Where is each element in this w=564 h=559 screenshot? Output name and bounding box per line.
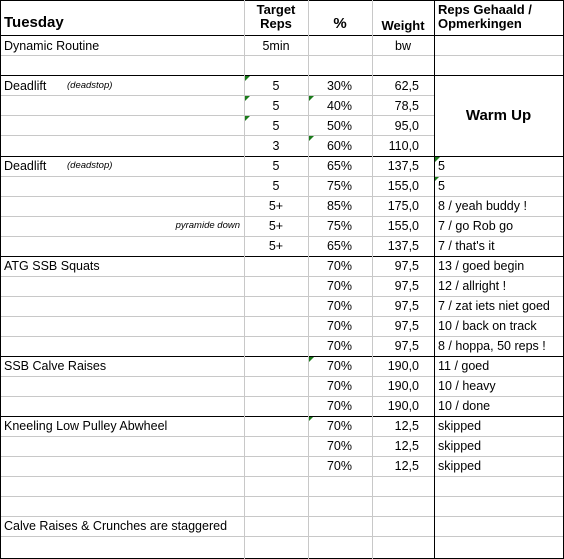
exercise-cell[interactable]: SSB Calve Raises (4, 359, 107, 373)
target-reps-cell[interactable]: 5+ (268, 199, 284, 213)
column-divider (308, 0, 309, 559)
weight-cell[interactable]: 110,0 (388, 139, 419, 153)
percent-cell[interactable]: 70% (326, 319, 352, 333)
row-divider (0, 75, 564, 76)
cell-marker-icon (245, 96, 250, 101)
cell-marker-icon (309, 136, 314, 141)
weight-cell[interactable]: 97,5 (394, 339, 419, 353)
warmup-merged-cell[interactable]: Warm Up (434, 75, 563, 156)
target-reps-cell[interactable]: 5 (272, 119, 280, 133)
remark-cell[interactable]: 5 (438, 179, 445, 193)
cell-marker-icon (309, 96, 314, 101)
header-notes[interactable]: Reps Gehaald / Opmerkingen (438, 2, 532, 31)
row-divider (0, 516, 564, 517)
weight-cell[interactable]: 190,0 (387, 359, 419, 373)
target-reps-cell[interactable]: 3 (272, 139, 280, 153)
exercise-cell[interactable]: Dynamic Routine (4, 39, 100, 53)
exercise-note[interactable]: (deadstop) (67, 80, 113, 91)
percent-cell[interactable]: 70% (326, 379, 352, 393)
exercise-cell[interactable]: ATG SSB Squats (4, 259, 100, 273)
remark-cell[interactable]: skipped (438, 419, 482, 433)
exercise-cell[interactable]: Deadlift (4, 159, 47, 173)
row-divider (0, 536, 564, 537)
target-reps-cell[interactable]: 5 (272, 179, 280, 193)
row-divider (0, 276, 564, 277)
weight-cell[interactable]: 97,5 (394, 259, 419, 273)
percent-cell[interactable]: 70% (326, 359, 352, 373)
percent-cell[interactable]: 40% (326, 99, 352, 113)
cell-marker-icon (309, 357, 314, 362)
remark-cell[interactable]: 7 / that's it (438, 239, 495, 253)
target-reps-cell[interactable]: 5 (272, 79, 280, 93)
row-divider (0, 456, 564, 457)
cell-marker-icon (435, 157, 440, 162)
remark-cell[interactable]: 13 / goed begin (438, 259, 525, 273)
row-divider (0, 256, 564, 257)
percent-cell[interactable]: 50% (326, 119, 352, 133)
row-divider (0, 396, 564, 397)
header-target-reps[interactable]: Target Reps (256, 2, 296, 31)
remark-cell[interactable]: 8 / hoppa, 50 reps ! (438, 339, 546, 353)
percent-cell[interactable]: 70% (326, 299, 352, 313)
row-divider (0, 115, 434, 116)
weight-cell[interactable]: 190,0 (387, 379, 419, 393)
weight-cell[interactable]: 95,0 (394, 119, 419, 133)
percent-cell[interactable]: 75% (326, 219, 352, 233)
weight-cell[interactable]: 12,5 (394, 459, 419, 473)
row-divider (0, 336, 564, 337)
row-divider (0, 476, 564, 477)
row-divider (0, 496, 564, 497)
remark-cell[interactable]: 11 / goed (438, 359, 490, 373)
row-divider (0, 316, 564, 317)
target-reps-cell[interactable]: 5min (262, 39, 290, 53)
weight-cell[interactable]: 155,0 (387, 179, 419, 193)
percent-cell[interactable]: 70% (326, 459, 352, 473)
remark-cell[interactable]: 10 / heavy (438, 379, 496, 393)
row-divider (0, 35, 564, 36)
exercise-cell[interactable]: Calve Raises & Crunches are staggered (4, 519, 228, 533)
target-reps-cell[interactable]: 5+ (268, 219, 284, 233)
percent-cell[interactable]: 85% (326, 199, 352, 213)
row-divider (0, 156, 564, 157)
percent-cell[interactable]: 70% (326, 339, 352, 353)
weight-cell[interactable]: 175,0 (387, 199, 419, 213)
percent-cell[interactable]: 65% (326, 239, 352, 253)
remark-cell[interactable]: 10 / done (438, 399, 491, 413)
weight-cell[interactable]: 137,5 (387, 239, 419, 253)
header-percent[interactable]: % (333, 15, 347, 32)
percent-cell[interactable]: 70% (326, 399, 352, 413)
weight-cell[interactable]: 78,5 (394, 99, 419, 113)
exercise-note[interactable]: (deadstop) (67, 160, 113, 171)
row-divider (0, 216, 564, 217)
percent-cell[interactable]: 65% (326, 159, 352, 173)
exercise-cell[interactable]: Kneeling Low Pulley Abwheel (4, 419, 168, 433)
cell-marker-icon (245, 76, 250, 81)
percent-cell[interactable]: 30% (326, 79, 352, 93)
row-divider (0, 135, 434, 136)
weight-cell[interactable]: 62,5 (394, 79, 419, 93)
header-day[interactable]: Tuesday (4, 14, 64, 31)
target-reps-cell[interactable]: 5 (272, 99, 280, 113)
row-divider (0, 436, 564, 437)
weight-cell[interactable]: 137,5 (387, 159, 419, 173)
weight-cell[interactable]: 97,5 (394, 319, 419, 333)
weight-cell[interactable]: bw (395, 39, 411, 53)
cell-marker-icon (245, 116, 250, 121)
weight-cell[interactable]: 12,5 (394, 419, 419, 433)
percent-cell[interactable]: 60% (326, 139, 352, 153)
remark-cell[interactable]: 8 / yeah buddy ! (438, 199, 527, 213)
weight-cell[interactable]: 155,0 (387, 219, 419, 233)
column-divider (0, 0, 1, 559)
row-divider (0, 296, 564, 297)
weight-cell[interactable]: 190,0 (387, 399, 419, 413)
target-reps-cell[interactable]: 5+ (268, 239, 284, 253)
row-divider (0, 95, 434, 96)
header-weight[interactable]: Weight (381, 18, 425, 33)
column-divider (372, 0, 373, 559)
remark-cell[interactable]: skipped (438, 459, 482, 473)
row-divider (0, 416, 564, 417)
percent-cell[interactable]: 70% (326, 419, 352, 433)
remark-cell[interactable]: 7 / zat iets niet goed (438, 299, 550, 313)
remark-cell[interactable]: 12 / allright ! (438, 279, 507, 293)
row-divider (0, 356, 564, 357)
weight-cell[interactable]: 97,5 (394, 279, 419, 293)
remark-cell[interactable]: 5 (438, 159, 445, 173)
exercise-note[interactable]: pyramide down (175, 220, 240, 231)
percent-cell[interactable]: 75% (326, 179, 352, 193)
row-divider (0, 55, 564, 56)
target-reps-cell[interactable]: 5 (272, 159, 280, 173)
row-divider (0, 0, 564, 1)
column-divider (434, 0, 435, 559)
row-divider (0, 376, 564, 377)
remark-cell[interactable]: 10 / back on track (438, 319, 537, 333)
row-divider (0, 176, 564, 177)
exercise-cell[interactable]: Deadlift (4, 79, 47, 93)
percent-cell[interactable]: 70% (326, 439, 352, 453)
remark-cell[interactable]: skipped (438, 439, 482, 453)
weight-cell[interactable]: 97,5 (394, 299, 419, 313)
row-divider (0, 236, 564, 237)
remark-cell[interactable]: 7 / go Rob go (438, 219, 514, 233)
column-divider (244, 0, 245, 559)
weight-cell[interactable]: 12,5 (394, 439, 419, 453)
percent-cell[interactable]: 70% (326, 259, 352, 273)
percent-cell[interactable]: 70% (326, 279, 352, 293)
row-divider (0, 196, 564, 197)
